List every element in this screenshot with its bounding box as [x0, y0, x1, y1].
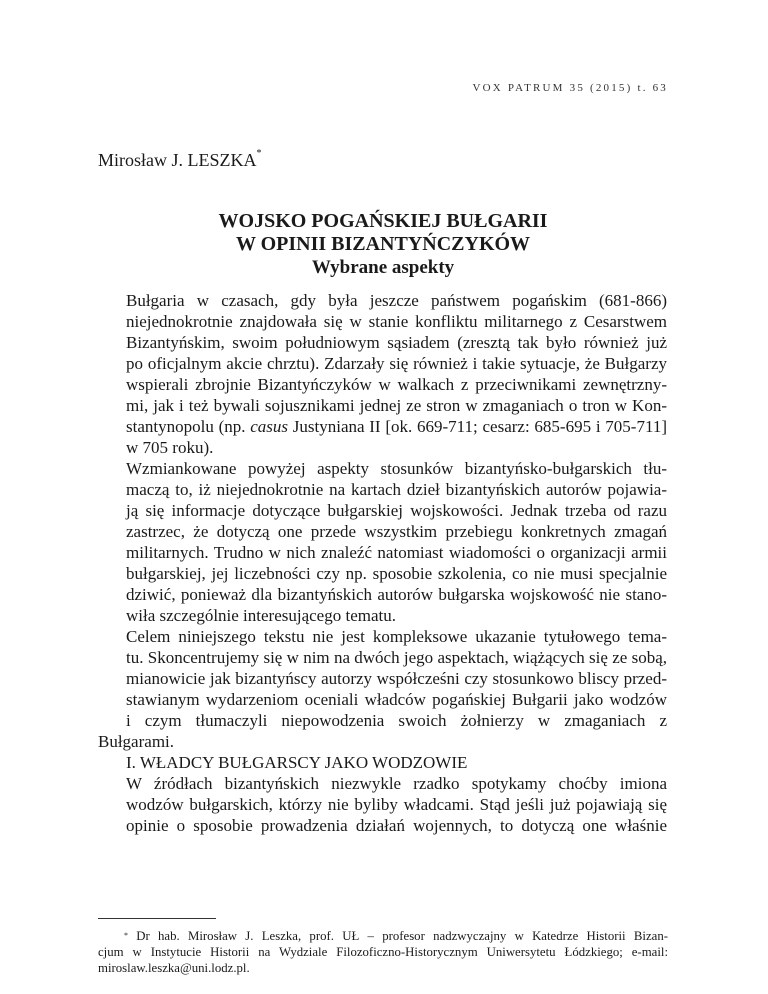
article-subtitle: Wybrane aspekty: [311, 257, 455, 278]
text-line: niejednokrotnie znajdowała się w stanie konfliktu militarnego z Cesarstwem: [126, 312, 667, 331]
text-line: wiła szczególnie interesującego tematu.: [126, 606, 396, 625]
text-line: w 705 roku).: [126, 438, 214, 457]
paragraph-4: [98, 773, 667, 836]
text-line: dziwić, ponieważ dla bizantyńskich autorów bułgarska wojskowość nie stano-: [126, 585, 667, 604]
text-line: tu. Skoncentrujemy się w nim na dwóch jego aspektach, wiążących się ze sobą,: [126, 648, 667, 667]
footnote-email-line[interactable]: miroslaw.leszka@uni.lodz.pl.: [98, 961, 250, 975]
text-line: i czym tłumaczyli niepowodzenia swoich żołnierzy w zmaganiach z Bułgarami.: [98, 711, 667, 751]
text-line: opinie o sposobie prowadzenia działań wojennych, to dotyczą one właśnie: [126, 816, 667, 835]
text-line: militarnych. Trudno w nich znaleźć natomiast wiadomości o organizacji armii: [126, 543, 667, 562]
author-name-text: Mirosław J. LESZKA: [98, 150, 257, 170]
footnote-line: [98, 928, 668, 944]
text-line: zastrzec, że dotyczą one przede wszystkim przebiegu konkretnych zmagań: [126, 522, 667, 541]
italic-term: casus: [250, 417, 289, 436]
paragraph-3: [98, 626, 667, 752]
text-segment: Justyniana II [ok. 669-711; cesarz: 685-695 i 705-711]: [288, 417, 667, 436]
text-line: stawianym wydarzeniom oceniali władców pogańskiej Bułgarii jako wodzów: [126, 690, 667, 709]
footnote-mark: *: [124, 931, 128, 940]
text-line: ją się informacje dotyczące bułgarskiej wojskowości. Jednak trzeba od razu: [126, 501, 667, 520]
author-footnote-mark[interactable]: *: [256, 148, 262, 159]
text-line: wodzów bułgarskich, którzy nie byliby władcami. Stąd jeśli już pojawiają się: [126, 795, 667, 814]
text-line: W źródłach bizantyńskich niezwykle rzadko spotykamy choćby imiona: [126, 774, 667, 793]
section-heading: I. WŁADCY BUŁGARSCY JAKO WODZOWIE: [126, 753, 468, 772]
title-line-2: W OPINII BIZANTYŃCZYKÓW: [235, 233, 531, 255]
text-segment: stantynopolu (np.: [126, 417, 251, 436]
article-title: [98, 210, 668, 279]
text-line: Bizantyńskim, swoim południowym sąsiadem (zresztą tak było również już: [126, 333, 667, 352]
footnote: [98, 928, 668, 976]
paragraph-2: [98, 458, 667, 626]
text-line: Celem niniejszego tekstu nie jest kompleksowe ukazanie tytułowego tema-: [126, 627, 667, 646]
text-line: [98, 416, 667, 437]
paragraph-1: [98, 290, 667, 458]
text-line: maczą to, iż niejednokrotnie na kartach dzieł bizantyńskich autorów pojawia-: [126, 480, 667, 499]
text-line: po oficjalnym akcie chrztu). Zdarzały się również i takie sytuacje, że Bułgarzy: [126, 354, 667, 373]
footnote-line: cjum w Instytucie Historii na Wydziale Filozoficzno-Historycznym Uniwersytetu Łódzkiego; e-mail:: [98, 945, 668, 959]
text-line: mianowicie jak bizantyńscy autorzy współcześni czy stosunkowo bliscy przed-: [126, 669, 667, 688]
author-name: [98, 150, 262, 171]
text-line: mi, jak i też bywali sojusznikami jednej ze stron w zmaganiach o tron w Kon-: [126, 396, 667, 415]
footnote-divider: [98, 918, 216, 919]
text-line: Bułgaria w czasach, gdy była jeszcze państwem pogańskim (681-866): [126, 291, 667, 310]
footnote-text: Dr hab. Mirosław J. Leszka, prof. UŁ – profesor nadzwyczajny w Katedrze Historii Bizan-: [136, 929, 668, 943]
running-header: VOX PATRUM 35 (2015) t. 63: [472, 82, 668, 94]
title-line-1: WOJSKO POGAŃSKIEJ BUŁGARII: [218, 210, 548, 232]
text-line: wspierali zbrojnie Bizantyńczyków w walkach z przeciwnikami zewnętrzny-: [126, 375, 667, 394]
text-line: bułgarskiej, jej liczebności czy np. sposobie szkolenia, co nie musi specjalnie: [126, 564, 667, 583]
article-body: [98, 290, 667, 836]
text-line: Wzmiankowane powyżej aspekty stosunków bizantyńsko-bułgarskich tłu-: [126, 459, 667, 478]
